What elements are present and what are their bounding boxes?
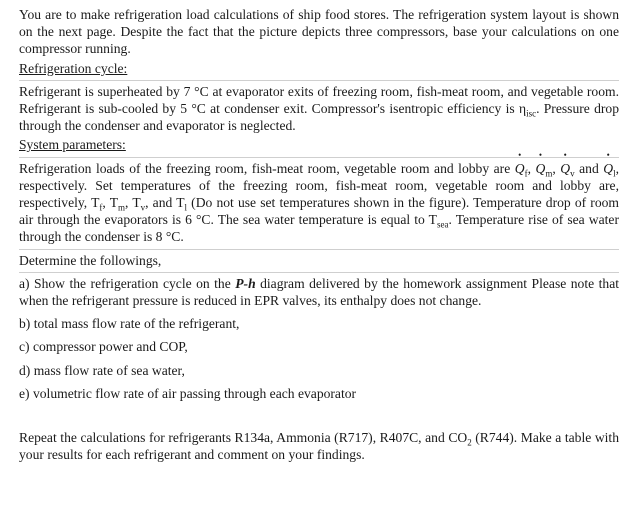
divider	[19, 157, 619, 158]
question-b: b) total mass flow rate of the refrigerant,	[19, 316, 240, 332]
q-dot-symbol: • Q	[515, 160, 525, 177]
divider	[19, 272, 619, 273]
refrigeration-cycle-heading: Refrigeration cycle:	[19, 60, 128, 76]
question-c: c) compressor power and COP,	[19, 339, 188, 355]
question-d: d) mass flow rate of sea water,	[19, 362, 185, 378]
q-dot-symbol: • Q	[603, 160, 613, 177]
eta-subscript: isc	[526, 108, 537, 119]
eta-symbol: η	[518, 101, 527, 117]
intro-paragraph: You are to make refrigeration load calculations of ship food stores. The refrigeration system layout is shown on the next page. Despite the fact that the picture depicts three compressors, base your calculations on one compressor running.	[19, 7, 619, 57]
spacer	[19, 402, 619, 429]
repeat-paragraph: Repeat the calculations for refrigerants R134a, Ammonia (R717), R407C, and $CO_2$ (R744). Make a table with your results for each refrigerant and comment on your findings.	[19, 430, 619, 463]
refrigeration-cycle-paragraph: Refrigerant is superheated by 7 °C at evaporator exits of freezing room, fish-meat room, and vegetable room. Refrigerant is sub-cooled by 5 °C at condenser exit. Compressor's isentropic efficiency is $\eta_{isc}$. Pressure drop through the condenser and evaporator is neglected.	[19, 83, 619, 134]
divider	[19, 249, 619, 250]
p-h-diagram-label: P-h	[235, 275, 256, 291]
system-parameters-heading: System parameters:	[19, 137, 126, 153]
system-parameters-paragraph: Refrigeration loads of the freezing room, fish-meat room, vegetable room and lobby are • $Q_f$, • $Q_m$, • $Q_v$ and • $Q_l$, respectively. Set temperatures of the freezing room, fish-meat room, vegetable room and lobby are, respectively, $T_f$, $T_m$, $T_v$, and $T_l$ (Do not use set temperatures shown in the figure). Temperature drop of room air through the evaporators is 6 °C. The sea water temperature is equal to $T_{sea}$. Temperature rise of sea water through the condenser is 8 °C.	[19, 160, 619, 246]
q-dot-symbol: • Q	[536, 160, 546, 177]
determine-heading: Determine the followings,	[19, 252, 162, 268]
question-e: e) volumetric flow rate of air passing through each evaporator	[19, 385, 357, 401]
assignment-document	[19, 6, 619, 463]
divider	[19, 80, 619, 81]
question-a: a) Show the refrigeration cycle on the P-h diagram delivered by the homework assignment Please note that when the refrigerant pressure is reduced in EPR valves, its enthalpy does not change.	[19, 275, 620, 309]
q-dot-symbol: • Q	[560, 160, 570, 177]
